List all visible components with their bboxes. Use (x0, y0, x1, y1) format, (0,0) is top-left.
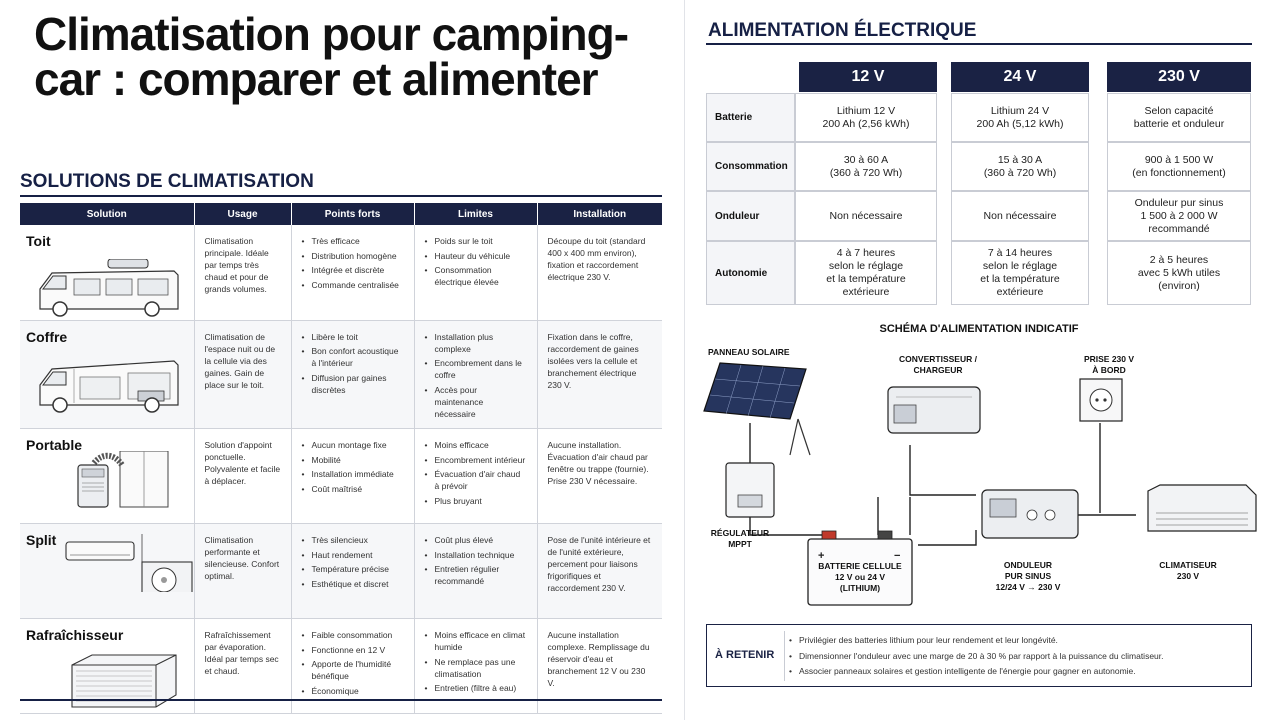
points-forts-cell (291, 320, 414, 429)
header-usage: Usage (194, 203, 291, 225)
power-cell: 7 à 14 heures selon le réglage et la température extérieure (951, 241, 1089, 305)
list-item: • Moins efficace (425, 439, 527, 451)
table-row (20, 524, 662, 619)
solution-cell (20, 320, 194, 429)
solar-panel-label: PANNEAU SOLAIRE (708, 347, 790, 357)
list-item: • Apporte de l'humidité bénéfique (302, 658, 404, 682)
list-item: • Moins efficace en climat humide (425, 629, 527, 653)
list-item: • Économique (302, 685, 404, 697)
usage-cell: Climatisation de l'espace nuit ou de la cellule via des gaines. Gain de place sur le toit. (194, 320, 291, 429)
solutions-header-row (20, 203, 662, 225)
schema-title: SCHÉMA D'ALIMENTATION INDICATIF (879, 323, 1079, 335)
column-divider (684, 0, 685, 720)
solutions-rule (20, 195, 662, 197)
power-cell: 15 à 30 A (360 à 720 Wh) (951, 142, 1089, 191)
power-cell: Selon capacité batterie et onduleur (1107, 93, 1251, 142)
portable-ac-icon (64, 451, 212, 509)
list-item: • Privilégier des batteries lithium pour leur rendement et leur longévité. (789, 633, 1164, 649)
list-item: • Haut rendement (302, 549, 404, 561)
converter-label: CONVERTISSEUR / CHARGEUR (899, 354, 977, 375)
motorhome-roof-ac-icon (34, 259, 182, 317)
points-forts-cell (291, 225, 414, 320)
list-item: • Hauteur du véhicule (425, 250, 527, 262)
list-item: • Diffusion par gaines discrètes (302, 372, 404, 396)
header-points-forts: Points forts (291, 203, 414, 225)
list-item: • Fonctionne en 12 V (302, 644, 404, 656)
usage-cell: Rafraîchissement par évaporation. Idéal par temps sec et chaud. (194, 619, 291, 714)
list-item: • Mobilité (302, 454, 404, 466)
power-cell: 30 à 60 A (360 à 720 Wh) (795, 142, 937, 191)
installation-cell: Pose de l'unité intérieure et de l'unité extérieure, percement pour liaisons frigorifiques et raccordement 230 V. (537, 524, 662, 619)
voltage-header-24v: 24 V (951, 62, 1089, 92)
usage-cell: Solution d'appoint ponctuelle. Polyvalente et facile à déplacer. (194, 429, 291, 524)
installation-cell: Découpe du toit (standard 400 x 400 mm environ), fixation et raccordement électrique 230 V. (537, 225, 662, 320)
installation-cell: Fixation dans le coffre, raccordement de gaines isolées vers la cellule et branchement électrique 230 V. (537, 320, 662, 429)
limites-cell (414, 429, 537, 524)
wall-plug-icon (1080, 379, 1122, 421)
limites-cell (414, 320, 537, 429)
power-cell: Onduleur pur sinus 1 500 à 2 000 W recommandé (1107, 191, 1251, 241)
power-cell: Lithium 24 V 200 Ah (5,12 kWh) (951, 93, 1089, 142)
list-item: • Très efficace (302, 235, 404, 247)
key-points-box (706, 624, 1252, 687)
converter-charger-icon (888, 387, 980, 433)
list-item: • Installation technique (425, 549, 527, 561)
solution-cell (20, 524, 194, 619)
power-row-label: Consommation (706, 142, 795, 191)
solution-cell (20, 429, 194, 524)
plug-label: PRISE 230 V À BORD (1083, 354, 1135, 375)
power-cell: Non nécessaire (951, 191, 1089, 241)
power-cell: 900 à 1 500 W (en fonctionnement) (1107, 142, 1251, 191)
motorhome-cutaway-icon (34, 355, 182, 413)
inverter-icon (982, 490, 1078, 538)
installation-cell: Aucune installation complexe. Remplissage du réservoir d'eau et branchement 12 V ou 230 V. (537, 619, 662, 714)
voltage-header-12v: 12 V (799, 62, 937, 92)
solution-name: Coffre (26, 328, 68, 345)
list-item: • Associer panneaux solaires et gestion intelligente de l'énergie pour gagner en autonomie. (789, 664, 1164, 680)
points-forts-cell (291, 524, 414, 619)
power-row-label: Onduleur (706, 191, 795, 241)
power-cell: Lithium 12 V 200 Ah (2,56 kWh) (795, 93, 937, 142)
list-item: • Entretien (filtre à eau) (425, 682, 527, 694)
points-forts-cell (291, 429, 414, 524)
solutions-heading: SOLUTIONS DE CLIMATISATION (20, 171, 314, 192)
list-item: • Installation immédiate (302, 468, 404, 480)
header-limites: Limites (414, 203, 537, 225)
solar-panel-icon (704, 363, 810, 455)
list-item: • Plus bruyant (425, 495, 527, 507)
table-row (20, 429, 662, 524)
list-item: • Intégrée et discrète (302, 264, 404, 276)
solution-name: Portable (26, 437, 83, 453)
list-item: • Très silencieux (302, 534, 404, 546)
list-item: • Libère le toit (302, 331, 404, 343)
list-item: • Distribution homogène (302, 250, 404, 262)
solution-cell (20, 225, 194, 320)
list-item: • Coût plus élevé (425, 534, 527, 546)
power-cell: Non nécessaire (795, 191, 937, 241)
list-item: • Évacuation d'air chaud à prévoir (425, 468, 527, 492)
solutions-table (20, 203, 662, 714)
solution-name: Rafraîchisseur (26, 627, 124, 643)
list-item: • Bon confort acoustique à l'intérieur (302, 345, 404, 369)
list-item: • Installation plus complexe (425, 331, 527, 355)
power-cell: 4 à 7 heures selon le réglage et la température extérieure (795, 241, 937, 305)
power-cell: 2 à 5 heures avec 5 kWh utiles (environ) (1107, 241, 1251, 305)
list-item: • Esthétique et discret (302, 578, 404, 590)
key-points-title: À RETENIR (715, 649, 775, 661)
list-item: • Consommation électrique élevée (425, 264, 527, 288)
list-item: • Aucun montage fixe (302, 439, 404, 451)
header-solution: Solution (20, 203, 194, 225)
usage-cell: Climatisation principale. Idéale par temps très chaud et pour de grands volumes. (194, 225, 291, 320)
list-item: • Encombrement dans le coffre (425, 357, 527, 381)
svg-text:+: + (818, 550, 825, 562)
list-item: • Accès pour maintenance nécessaire (425, 384, 527, 420)
power-row-label: Batterie (706, 93, 795, 142)
list-item: • Faible consommation (302, 629, 404, 641)
table-row (20, 320, 662, 429)
list-item: • Entretien régulier recommandé (425, 563, 527, 587)
mppt-regulator-icon (726, 463, 774, 517)
power-rule (706, 43, 1252, 45)
battery-label: BATTERIE CELLULE 12 V ou 24 V (LITHIUM) (818, 561, 902, 593)
limites-cell (414, 524, 537, 619)
ac-unit-label: CLIMATISEUR 230 V (1159, 560, 1217, 581)
limites-cell (414, 225, 537, 320)
list-item: • Ne remplace pas une climatisation (425, 656, 527, 680)
header-installation: Installation (537, 203, 662, 225)
solution-name: Split (26, 532, 57, 548)
solution-name: Toit (26, 233, 51, 249)
usage-cell: Climatisation performante et silencieuse. Confort optimal. (194, 524, 291, 619)
main-title: Climatisation pour camping-car : comparer et alimenter (34, 8, 629, 105)
power-row-label: Autonomie (706, 241, 795, 305)
list-item: • Dimensionner l'onduleur avec une marge de 20 à 30 % par rapport à la puissance du climatiseur. (789, 649, 1164, 665)
regulator-label: RÉGULATEUR MPPT (710, 528, 770, 549)
svg-text:−: − (894, 550, 901, 562)
power-heading: ALIMENTATION ÉLECTRIQUE (708, 20, 977, 41)
list-item: • Commande centralisée (302, 279, 404, 291)
list-item: • Encombrement intérieur (425, 454, 527, 466)
key-points-separator (784, 631, 785, 681)
air-conditioner-icon (1148, 485, 1256, 531)
list-item: • Température précise (302, 563, 404, 575)
key-points-list (789, 633, 1164, 680)
bottom-rule (20, 699, 662, 701)
split-ac-icon (64, 534, 212, 592)
voltage-header-230v: 230 V (1107, 62, 1251, 92)
list-item: • Coût maîtrisé (302, 483, 404, 495)
table-row (20, 225, 662, 320)
installation-cell: Aucune installation. Évacuation d'air chaud par fenêtre ou trappe (fournie). Prise 230 V nécessaire. (537, 429, 662, 524)
list-item: • Poids sur le toit (425, 235, 527, 247)
inverter-label: ONDULEUR PUR SINUS 12/24 V → 230 V (995, 560, 1061, 592)
